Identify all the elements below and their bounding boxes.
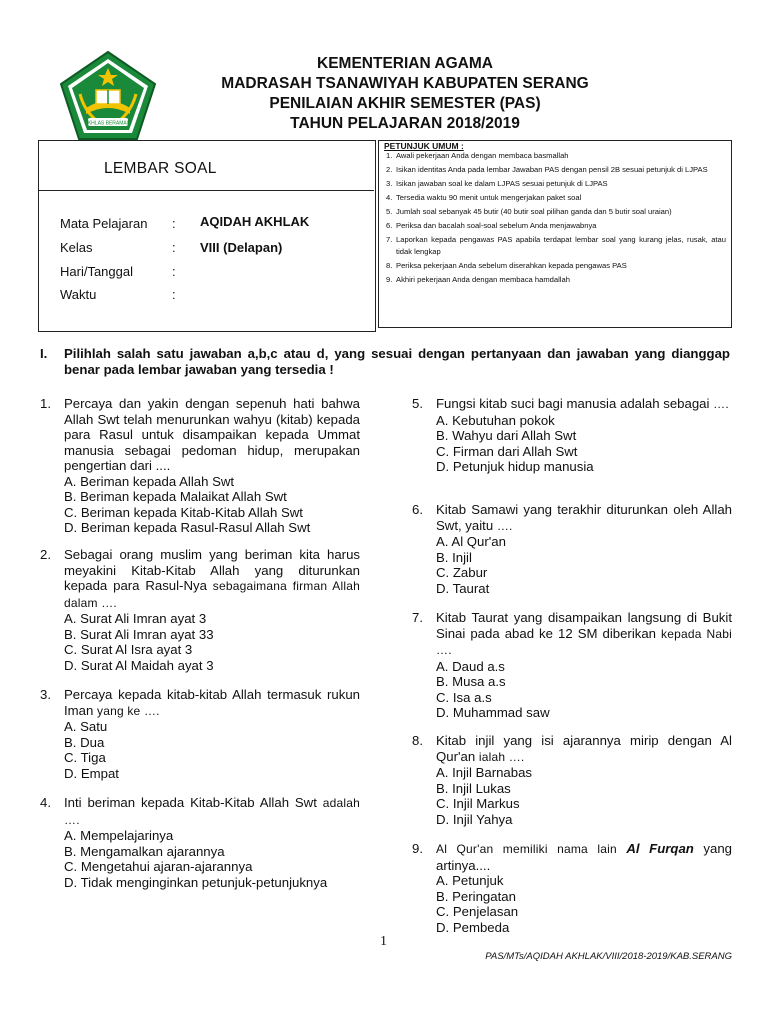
option-a: A. Daud a.s [436, 658, 505, 674]
option-d: D. Empat [64, 765, 119, 781]
option-c: C. Injil Markus [436, 796, 520, 811]
option-d: D. Petunjuk hidup manusia [436, 459, 594, 474]
option-b: B. Beriman kepada Malaikat Allah Swt [64, 489, 287, 504]
instruction-item: 2. Isikan identitas Anda pada lembar Jawaban PAS dengan pensil 2B sesuai petunjuk di LJPAS [386, 165, 708, 174]
field-value-subject: AQIDAH AKHLAK [200, 214, 310, 229]
question-stem: Percaya dan yakin dengan sepenuh hati bahwa Allah Swt telah menurunkan wahyu (kitab) kepada para Rasul untuk disampaikan kepada Ummat manusia sebagai pedoman hidup, merupakan pengertian dari .... [64, 396, 360, 473]
option-a: A. Al Qur'an [436, 534, 506, 549]
field-label-time: Waktu [60, 287, 97, 302]
question-stem: Percaya kepada kitab-kitab Allah termasuk rukun Iman yang ke …. [64, 687, 360, 718]
field-label-class: Kelas [60, 240, 93, 255]
question-1: 1. Percaya dan yakin dengan sepenuh hati bahwa Allah Swt telah menurunkan wahyu (kitab) kepada para Rasul untuk disampaikan kepada Ummat manusia sebagai pedoman hidup, merupakan pengertian dari .... A. Beriman kepada Allah Swt B. Beriman kepada Malaikat Allah Swt C. Beriman kepada Kitab-Kitab Allah Swt D. Beriman kepada Rasul-Rasul Allah Swt [40, 396, 360, 535]
instructions-title: PETUNJUK UMUM : [384, 141, 464, 151]
field-colon: : [172, 264, 176, 279]
header-ministry: KEMENTERIAN AGAMA [317, 55, 493, 72]
kemenag-logo [58, 50, 158, 142]
instruction-item: 3. Isikan jawaban soal ke dalam LJPAS sesuai petunjuk di LJPAS [386, 179, 608, 188]
field-colon: : [172, 216, 176, 231]
instruction-item: 5. Jumlah soal sebanyak 45 butir (40 butir soal pilihan ganda dan 5 butir soal uraian) [386, 207, 672, 216]
header-school: MADRASAH TSANAWIYAH KABUPATEN SERANG [221, 75, 589, 92]
option-c: C. Isa a.s [436, 689, 492, 705]
option-c: C. Beriman kepada Kitab-Kitab Allah Swt [64, 504, 303, 520]
question-3: 3. Percaya kepada kitab-kitab Allah termasuk rukun Iman yang ke …. A. Satu B. Dua C. Tiga D. Empat [40, 687, 360, 781]
option-d: D. Taurat [436, 580, 490, 596]
option-c: C. Tiga [64, 750, 106, 765]
instructions-list [386, 150, 726, 288]
option-b: B. Wahyu dari Allah Swt [436, 428, 577, 443]
option-b: B. Mengamalkan ajarannya [64, 843, 225, 859]
svg-text:IKHLAS BERAMAL: IKHLAS BERAMAL [86, 120, 130, 127]
option-d: D. Injil Yahya [436, 811, 513, 827]
document-header [170, 54, 640, 134]
instruction-item: 9. Akhiri pekerjaan Anda dengan membaca hamdallah [386, 275, 570, 284]
option-c: C. Zabur [436, 565, 488, 580]
option-b: B. Injil Lukas [436, 780, 511, 796]
sheet-title: LEMBAR SOAL [104, 160, 217, 177]
question-9: 9. Al Qur'an memiliki nama lain Al Furqan yang artinya.... A. Petunjuk B. Peringatan C. Penjelasan D. Pembeda [412, 841, 733, 935]
option-b: B. Peringatan [436, 888, 516, 904]
footer-code: PAS/MTs/AQIDAH AKHLAK/VIII/2018-2019/KAB.SERANG [485, 951, 732, 962]
question-stem: Fungsi kitab suci bagi manusia adalah sebagai …. [436, 396, 729, 411]
header-exam: PENILAIAN AKHIR SEMESTER (PAS) [269, 95, 541, 112]
option-a: A. Beriman kepada Allah Swt [64, 473, 235, 489]
field-label-date: Hari/Tanggal [60, 264, 133, 279]
question-6: 6. Kitab Samawi yang terakhir diturunkan oleh Allah Swt, yaitu …. A. Al Qur'an B. Injil C. Zabur D. Taurat [412, 502, 732, 596]
option-a: A. Injil Barnabas [436, 765, 533, 780]
option-c: C. Mengetahui ajaran-ajarannya [64, 859, 253, 874]
question-7: 7. Kitab Taurat yang disampaikan langsung di Bukit Sinai pada abad ke 12 SM diberikan kepada Nabi …. A. Daud a.s B. Musa a.s C. Isa a.s D. Muhammad saw [412, 610, 732, 720]
option-a: A. Surat Ali Imran ayat 3 [64, 611, 207, 626]
field-colon: : [172, 240, 176, 255]
instruction-item: 4. Tersedia waktu 90 menit untuk mengerjakan paket soal [386, 193, 582, 202]
option-b: B. Injil [436, 549, 472, 565]
option-c: C. Surat Al Isra ayat 3 [64, 642, 193, 657]
option-a: A. Mempelajarinya [64, 828, 174, 843]
field-value-class: VIII (Delapan) [200, 240, 283, 255]
option-c: C. Firman dari Allah Swt [436, 443, 578, 459]
instruction-item: 1. Awali pekerjaan Anda dengan membaca basmallah [386, 151, 569, 160]
instruction-item: 6. Periksa dan bacalah soal-soal sebelum Anda menjawabnya [386, 221, 597, 230]
question-stem: Sebagai orang muslim yang beriman kita harus meyakini Kitab-Kitab Allah yang diturunkan kepada para Rasul-Nya sebagaimana firman Allah dalam …. [64, 547, 360, 610]
instruction-item: 7. Laporkan kepada pengawas PAS apabila terdapat lembar soal yang kurang jelas, rusak, atau tidak lengkap [386, 235, 726, 256]
question-8: 8. Kitab injil yang isi ajarannya mirip dengan Al Qur'an ialah …. A. Injil Barnabas B. Injil Lukas C. Injil Markus D. Injil Yahya [412, 733, 732, 827]
option-b: B. Musa a.s [436, 674, 506, 689]
option-b: B. Surat Ali Imran ayat 33 [64, 626, 214, 642]
option-a: A. Satu [64, 719, 108, 734]
header-year: TAHUN PELAJARAN 2018/2019 [290, 115, 520, 132]
option-d: D. Surat Al Maidah ayat 3 [64, 657, 214, 673]
option-b: B. Dua [64, 734, 105, 750]
question-2: 2. Sebagai orang muslim yang beriman kita harus meyakini Kitab-Kitab Allah yang diturunkan kepada para Rasul-Nya sebagaimana firman Allah dalam …. A. Surat Ali Imran ayat 3 B. Surat Ali Imran ayat 33 C. Surat Al Isra ayat 3 D. Surat Al Maidah ayat 3 [40, 547, 360, 673]
option-d: D. Beriman kepada Rasul-Rasul Allah Swt [64, 520, 311, 535]
field-label-subject: Mata Pelajaran [60, 216, 148, 231]
field-colon: : [172, 287, 176, 302]
question-stem: Kitab Samawi yang terakhir diturunkan oleh Allah Swt, yaitu …. [436, 502, 732, 533]
instruction-item: 8. Periksa pekerjaan Anda sebelum diserahkan kepada pengawas PAS [386, 261, 627, 270]
option-d: D. Muhammad saw [436, 705, 550, 720]
option-c: C. Penjelasan [436, 904, 519, 919]
question-5: 5. Fungsi kitab suci bagi manusia adalah sebagai …. A. Kebutuhan pokok B. Wahyu dari Allah Swt C. Firman dari Allah Swt D. Petunjuk hidup manusia [412, 396, 732, 475]
option-d: D. Tidak menginginkan petunjuk-petunjuknya [64, 874, 328, 890]
question-stem: Al Qur'an memiliki nama lain Al Furqan yang artinya.... [436, 841, 733, 873]
question-stem: Kitab injil yang isi ajarannya mirip dengan Al Qur'an ialah …. [436, 733, 732, 764]
section-instruction [40, 346, 730, 378]
question-stem: Inti beriman kepada Kitab-Kitab Allah Swt adalah …. [64, 795, 360, 827]
question-4: 4. Inti beriman kepada Kitab-Kitab Allah Swt adalah …. A. Mempelajarinya B. Mengamalkan ajarannya C. Mengetahui ajaran-ajarannya D. Tidak menginginkan petunjuk-petunjuknya [40, 795, 360, 890]
question-stem: Kitab Taurat yang disampaikan langsung di Bukit Sinai pada abad ke 12 SM diberikan kepada Nabi …. [436, 610, 732, 657]
section-number: I. [40, 346, 48, 361]
option-a: A. Petunjuk [436, 873, 504, 888]
section-instruction-text: Pilihlah salah satu jawaban a,b,c atau d, yang sesuai dengan pertanyaan dan jawaban yang dianggap benar pada lembar jawaban yang tersedia ! [64, 346, 730, 377]
page-number: 1 [380, 934, 387, 949]
option-d: D. Pembeda [436, 919, 510, 935]
option-a: A. Kebutuhan pokok [436, 412, 555, 428]
